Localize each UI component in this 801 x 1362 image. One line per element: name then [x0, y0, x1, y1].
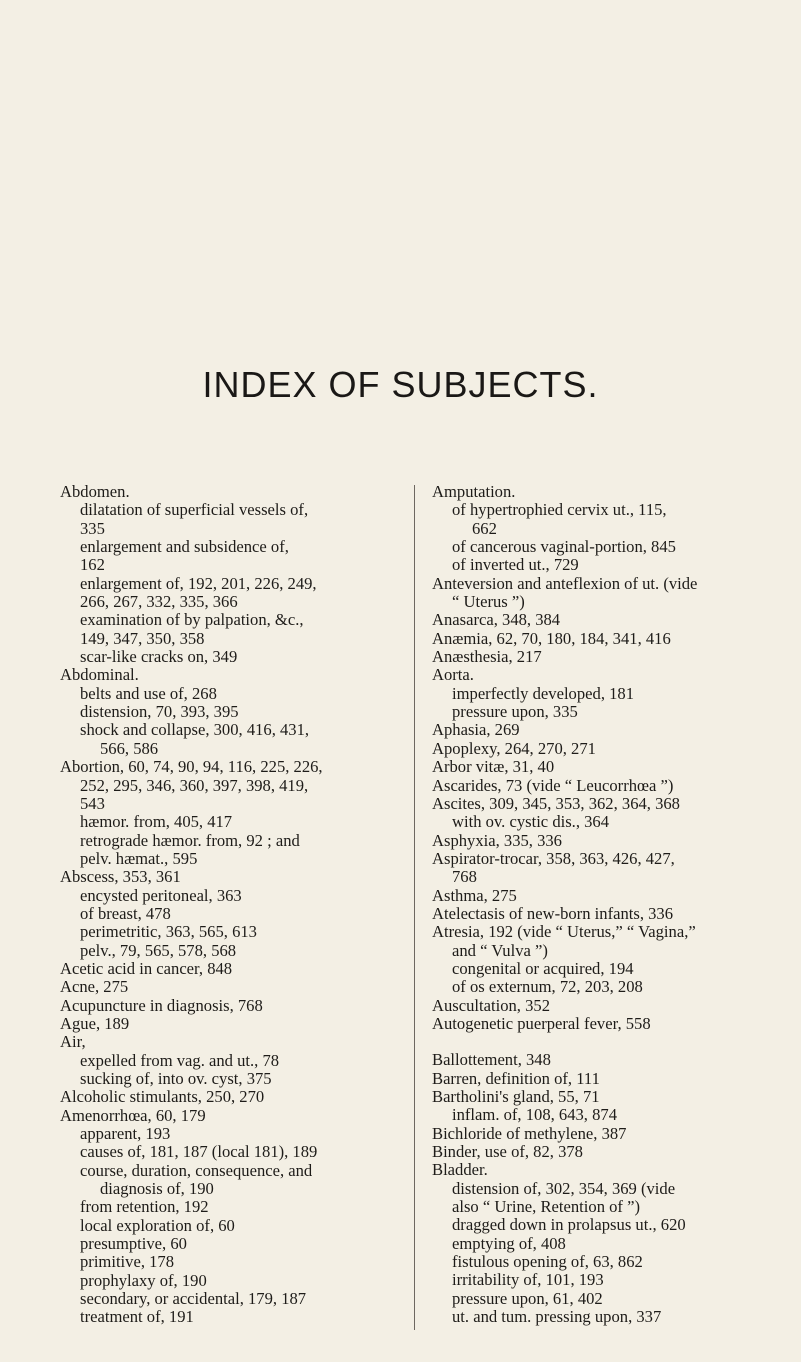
- index-subentry: of os externum, 72, 203, 208: [452, 977, 643, 997]
- index-heading: Acne, 275: [60, 977, 129, 997]
- index-heading: Bichloride of methylene, 387: [432, 1123, 627, 1143]
- index-subentry: distension, 70, 393, 395: [80, 702, 239, 722]
- index-subentry: 252, 295, 346, 360, 397, 398, 419,: [80, 775, 309, 795]
- index-subentry: apparent, 193: [80, 1124, 171, 1144]
- index-subentry: 566, 586: [100, 738, 159, 758]
- index-subentry: shock and collapse, 300, 416, 431,: [80, 720, 310, 740]
- index-subentry: inflam. of, 108, 643, 874: [452, 1105, 617, 1125]
- index-subentry: “ Uterus ”): [452, 592, 525, 612]
- index-heading: Ascites, 309, 345, 353, 362, 364, 368: [432, 793, 680, 813]
- index-heading: Air,: [60, 1032, 86, 1052]
- index-subentry: causes of, 181, 187 (local 181), 189: [80, 1142, 318, 1162]
- index-subentry: treatment of, 191: [80, 1307, 194, 1327]
- index-heading: Asthma, 275: [432, 885, 517, 905]
- index-heading: Atresia, 192 (vide “ Uterus,” “ Vagina,”: [432, 922, 696, 942]
- index-subentry: 335: [80, 518, 105, 538]
- index-subentry: encysted peritoneal, 363: [80, 885, 242, 905]
- index-subentry: 162: [80, 555, 105, 575]
- page-title: INDEX OF SUBJECTS.: [202, 364, 599, 405]
- index-subentry: scar-like cracks on, 349: [80, 647, 238, 667]
- index-subentry: of inverted ut., 729: [452, 555, 579, 575]
- index-heading: Anteversion and anteflexion of ut. (vide: [432, 573, 698, 593]
- index-subentry: 768: [452, 867, 477, 887]
- index-heading: Bartholini's gland, 55, 71: [432, 1087, 600, 1106]
- index-heading: Ballottement, 348: [432, 1050, 551, 1070]
- index-heading: Acetic acid in cancer, 848: [60, 958, 233, 978]
- index-subentry: of breast, 478: [80, 903, 171, 923]
- index-heading: Acupuncture in diagnosis, 768: [60, 995, 263, 1015]
- index-subentry: perimetritic, 363, 565, 613: [80, 922, 257, 942]
- index-subentry: from retention, 192: [80, 1197, 209, 1217]
- index-heading: Alcoholic stimulants, 250, 270: [60, 1087, 265, 1107]
- index-subentry: fistulous opening of, 63, 862: [452, 1252, 643, 1272]
- index-heading: Ascarides, 73 (vide “ Leucorrhœa ”): [432, 775, 674, 795]
- index-subentry: enlargement of, 192, 201, 226, 249,: [80, 573, 317, 593]
- index-heading: Aspirator-trocar, 358, 363, 426, 427,: [432, 848, 675, 868]
- index-subentry: congenital or acquired, 194: [452, 958, 634, 978]
- index-heading: Aorta.: [432, 665, 474, 685]
- index-heading: Aphasia, 269: [432, 720, 520, 740]
- index-subentry: belts and use of, 268: [80, 683, 217, 703]
- index-heading: Abortion, 60, 74, 90, 94, 116, 225, 226,: [60, 757, 323, 777]
- index-subentry: 543: [80, 793, 105, 813]
- index-subentry: ut. and tum. pressing upon, 337: [452, 1307, 662, 1327]
- index-subentry: expelled from vag. and ut., 78: [80, 1050, 280, 1070]
- index-heading: Apoplexy, 264, 270, 271: [432, 738, 596, 758]
- index-subentry: hæmor. from, 405, 417: [80, 812, 233, 832]
- index-heading: Binder, use of, 82, 378: [432, 1142, 583, 1162]
- index-subentry: enlargement and subsidence of,: [80, 537, 289, 557]
- index-subentry: retrograde hæmor. from, 92 ; and: [80, 830, 300, 850]
- index-heading: Asphyxia, 335, 336: [432, 830, 562, 850]
- index-subentry: emptying of, 408: [452, 1233, 566, 1253]
- index-subentry: local exploration of, 60: [80, 1215, 235, 1235]
- index-heading: Atelectasis of new-born infants, 336: [432, 903, 674, 923]
- index-subentry: examination of by palpation, &c.,: [80, 610, 304, 630]
- index-heading: Bladder.: [432, 1160, 488, 1180]
- index-heading: Auscultation, 352: [432, 995, 550, 1015]
- index-heading: Barren, definition of, 111: [432, 1068, 600, 1088]
- index-subentry: pressure upon, 61, 402: [452, 1288, 603, 1308]
- section-gap: [432, 1033, 786, 1051]
- index-subentry: pelv. hæmat., 595: [80, 848, 198, 868]
- index-subentry: prophylaxy of, 190: [80, 1270, 207, 1290]
- index-subentry: with ov. cystic dis., 364: [452, 812, 610, 832]
- index-heading: Anæmia, 62, 70, 180, 184, 341, 416: [432, 628, 671, 648]
- index-subentry: 149, 347, 350, 358: [80, 628, 205, 648]
- index-subentry: diagnosis of, 190: [100, 1179, 214, 1199]
- index-subentry: distension of, 302, 354, 369 (vide: [452, 1178, 676, 1198]
- index-heading: Amputation.: [432, 482, 516, 501]
- index-subentry: dilatation of superficial vessels of,: [80, 500, 309, 520]
- index-column-left: [60, 483, 410, 1327]
- index-heading: Arbor vitæ, 31, 40: [432, 757, 555, 777]
- index-subentry: primitive, 178: [80, 1252, 175, 1272]
- index-heading: Abdominal.: [60, 665, 139, 685]
- index-subentry: presumptive, 60: [80, 1234, 187, 1254]
- index-subentry: imperfectly developed, 181: [452, 683, 635, 703]
- index-subentry: secondary, or accidental, 179, 187: [80, 1289, 307, 1309]
- column-divider: [414, 485, 415, 1330]
- index-subentry: 662: [472, 518, 497, 538]
- index-subentry: dragged down in prolapsus ut., 620: [452, 1215, 686, 1235]
- index-subentry: pressure upon, 335: [452, 702, 578, 722]
- index-column-right: [432, 483, 786, 1326]
- index-heading: Anæsthesia, 217: [432, 647, 542, 667]
- index-subentry: course, duration, consequence, and: [80, 1160, 313, 1180]
- index-subentry: irritability of, 101, 193: [452, 1270, 604, 1290]
- index-heading: Ague, 189: [60, 1013, 130, 1033]
- index-heading: Anasarca, 348, 384: [432, 610, 561, 630]
- index-subentry: of hypertrophied cervix ut., 115,: [452, 500, 667, 520]
- index-heading: Abdomen.: [60, 482, 130, 501]
- index-subentry: of cancerous vaginal-portion, 845: [452, 537, 676, 557]
- index-heading: Amenorrhœa, 60, 179: [60, 1105, 206, 1125]
- index-subentry: also “ Urine, Retention of ”): [452, 1197, 641, 1217]
- index-subentry: and “ Vulva ”): [452, 940, 548, 960]
- index-heading: Abscess, 353, 361: [60, 867, 181, 887]
- index-heading: Autogenetic puerperal fever, 558: [432, 1013, 651, 1033]
- index-subentry: 266, 267, 332, 335, 366: [80, 592, 238, 612]
- index-subentry: sucking of, into ov. cyst, 375: [80, 1069, 272, 1088]
- index-subentry: pelv., 79, 565, 578, 568: [80, 940, 237, 960]
